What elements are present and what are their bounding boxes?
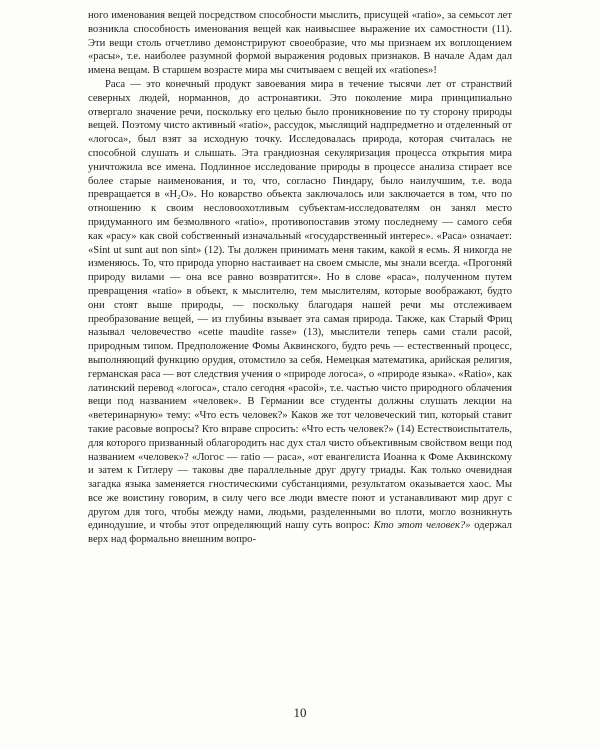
body-text <box>88 9 512 547</box>
page-number: 10 <box>293 705 307 720</box>
paragraph-race-text: Раса — это конечный продукт завоевания мира в течение тысячи лет от странствий северных людей, норманнов, до астронавтики. Это поколение мира принципиально отвергало значение речи, поскольку его целью было проникновение по ту сторону природы вещей. Поэтому чисто активный «ratio», рассудок, мыслящий надпредметно и отделенный от «логоса», был взят за исходную точку. Исследовалась природа, которая считалась не способной слушать и слышать. Эта грандиозная секуляризация процесса открытия мира уничтожила все имена. Подлинное исследование природы в процессе анализа стирает все более старые наименования, и то, что, согласно Пиндару, было наилучшим, т.е. вода превращается в «H₂O». Но коварство объекта заключалось или заключается в том, что по отношению к своим несловоохотливым субъектам-исследователям он занял место придуманного им безмолвного «ratio», противопоставив этому последнему — самого себя как «расу» как свой собственный изначальный «государственный интерес». «Раса» означает: «Sint ut sunt aut non sint» (12). Ты должен принимать меня таким, какой я есмь. Я никогда не изменяюсь. То, что природа упорно настаивает на своем смысле, мы знали всегда. «Прогоняй природу вилами — она все равно возвратится». Но в слове «раса», полученном путем превращения «ratio» в объект, к мыслителю, тем мыслителям, которые воображают, будто они стоят выше природы, — поскольку благодаря нашей речи мы отслеживаем преобразование вещей, — из глубины взывает эта самая природа. Также, как Старый Фриц называл человечество «cette maudite rasse» (13), мыслители теперь сами стали расой, природным типом. Предположение Фомы Аквинского, будто речь — естественный процесс, выполняющий функцию орудия, отомстило за себя. Немецкая математика, арийская религия, германская раса — вот следствия учения о «природе логоса», о «природе языка». «Ratio», как латинский перевод «логоса», стало сегодня «расой», т.е. частью чисто природного облачения вещи под названием «человек». В Германии все студенты должны слушать лекции на «ветеринарную» тему: «Что есть человек?» Каков же тот человеческий тип, который ставит такие расовые вопросы? Кто вправе спросить: «Что есть человек?» (14) Естествоиспытатель, для которого призванный облагородить нас дух стал чисто объективным свойством вещи под названием «человек»? «Логос — ratio — раса», «от евангелиста Иоанна к Фоме Аквинскому и затем к Гитлеру — таковы две параллельные друг другу триады. Как только очевидная загадка языка заменяется гностическими субстанциями, результатом оказывается хаос. Мы все же воистину говорим, в силу чего все люди вместе поют и устанавливают мир друг с другом для того, чтобы между нами, людьми, разделенными во плоти, могло возникнуть единодушие, и чтобы этот определяющий нашу суть вопрос: <box>88 78 512 532</box>
emphasis-question: Кто этот человек?» <box>373 520 471 532</box>
paragraph-continued: ного именования вещей посредством способности мыслить, присущей «ratio», за семьсот лет возникла способность именования вещей как наивысшее выражение их самостности (11). Эти вещи столь отчетливо демонстрируют своеобразие, что мы признаем их воплощением «расы», т.е. наиболее разумной формой выражения родовых признаков. В начале Адам дал имена вещам. В старшем возрасте мира мы считываем с вещей их «rationes»! <box>88 10 512 77</box>
paragraph-race <box>88 78 512 547</box>
paragraph-race-tail: одержал верх над формально внешним вопро- <box>88 520 512 546</box>
